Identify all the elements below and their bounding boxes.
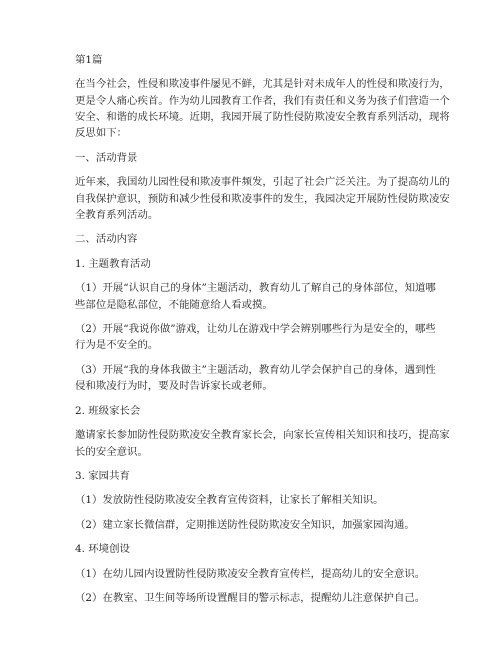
item-title-home-school: 3. 家园共育 bbox=[75, 470, 130, 482]
paragraph-line: 邀请家长参加防性侵防欺凌安全教育家长会，向家长宣传相关知识和技巧，提高家 bbox=[75, 429, 450, 442]
paragraph-line: 侵和欺凌行为时，要及时告诉家长或老师。 bbox=[75, 380, 273, 393]
section-heading-background: 一、活动背景 bbox=[75, 151, 138, 164]
list-item: （1）在幼儿园内设置防性侵防欺凌安全教育宣传栏，提高幼儿的安全意识。 bbox=[75, 567, 426, 580]
paragraph-line: 安全、和谐的成长环境。近期，我园开展了防性侵防欺凌安全教育系列活动，现将 bbox=[75, 111, 450, 124]
list-item bbox=[75, 362, 436, 395]
paragraph-line: （2）开展“我说你做”游戏，让幼儿在游戏中学会辨别哪些行为是安全的，哪些 bbox=[75, 323, 436, 336]
list-item: （2）在教室、卫生间等场所设置醒目的警示标志，提醒幼儿注意保护自己。 bbox=[75, 592, 426, 605]
paragraph-line: 近年来，我国幼儿园性侵和欺凌事件频发，引起了社会广泛关注。为了提高幼儿的 bbox=[75, 176, 450, 189]
list-item bbox=[75, 427, 450, 460]
document-page bbox=[75, 52, 450, 607]
list-item: （1）发放防性侵防欺凌安全教育宣传资料，让家长了解相关知识。 bbox=[75, 494, 384, 507]
item-title-parent-meeting: 2. 班级家长会 bbox=[75, 404, 141, 417]
item-title-environment: 4. 环境创设 bbox=[75, 543, 130, 556]
list-item bbox=[75, 280, 436, 313]
paragraph-line: 长的安全意识。 bbox=[75, 445, 148, 458]
list-item: （2）建立家长微信群，定期推送防性侵防欺凌安全知识，加强家园沟通。 bbox=[75, 518, 415, 531]
paragraph-line: 行为是不安全的。 bbox=[75, 339, 159, 352]
document-heading: 第1篇 bbox=[75, 54, 103, 66]
paragraph-line: （1）开展“认识自己的身体”主题活动，教育幼儿了解自己的身体部位，知道哪 bbox=[75, 282, 436, 295]
background-paragraph bbox=[75, 174, 450, 223]
paragraph-line: 全教育系列活动。 bbox=[75, 208, 159, 221]
paragraph-line: （3）开展“我的身体我做主”主题活动，教育幼儿学会保护自己的身体，遇到性 bbox=[75, 363, 436, 376]
paragraph-line: 自我保护意识，预防和减少性侵和欺凌事件的发生，我园决定开展防性侵防欺凌安 bbox=[75, 192, 450, 205]
item-title-theme-education: 1. 主题教育活动 bbox=[75, 257, 151, 270]
paragraph-line: 更是令人痛心疾首。作为幼儿园教育工作者，我们有责任和义务为孩子们营造一个 bbox=[75, 94, 450, 107]
paragraph-line: 在当今社会，性侵和欺凌事件屡见不鲜，尤其是针对未成年人的性侵和欺凌行为， bbox=[75, 78, 450, 91]
paragraph-line: 些部位是隐私部位，不能随意给人看或摸。 bbox=[75, 298, 273, 311]
list-item bbox=[75, 321, 436, 354]
paragraph-line: 反思如下： bbox=[75, 127, 128, 140]
intro-paragraph bbox=[75, 76, 450, 141]
section-heading-content: 二、活动内容 bbox=[75, 233, 138, 246]
